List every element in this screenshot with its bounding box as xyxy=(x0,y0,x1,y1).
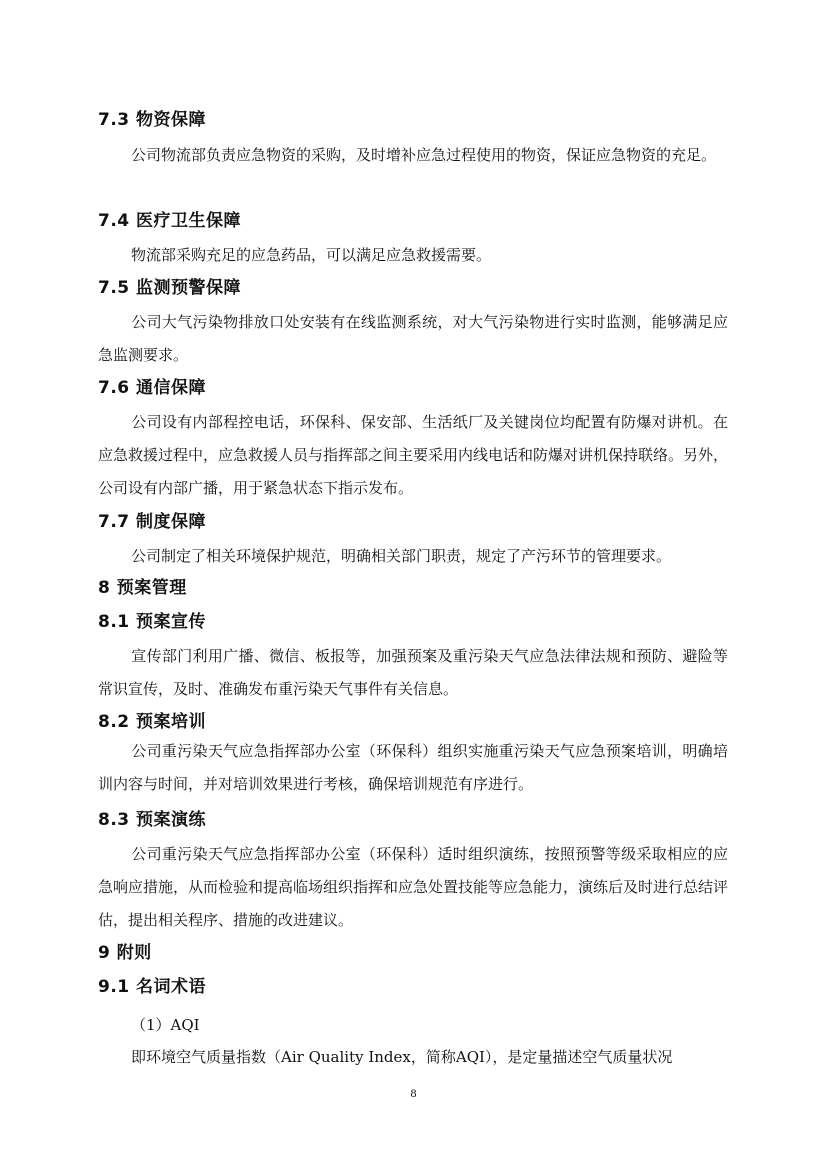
paragraph-8-2-text: 公司重污染天气应急指挥部办公室（环保科）组织实施重污染天气应急预案培训，明确培训内容与时间，并对培训效果进行考核，确保培训规范有序进行。 xyxy=(98,742,728,793)
term-item-aqi: （1）AQI xyxy=(131,1016,200,1034)
paragraph-7-3 xyxy=(98,139,728,172)
heading-7-5: 7.5 监测预警保障 xyxy=(98,278,242,298)
paragraph-8-3-text: 公司重污染天气应急指挥部办公室（环保科）适时组织演练，按照预警等级采取相应的应急响应措施，从而检验和提高临场组织指挥和应急处置技能等应急能力，演练后及时进行总结评估，提出相关程序、措施的改进建议。 xyxy=(98,845,729,929)
paragraph-7-7 xyxy=(98,540,728,573)
page-number: 8 xyxy=(410,1086,417,1100)
paragraph-7-4-text: 物流部采购充足的应急药品，可以满足应急救援需要。 xyxy=(131,246,492,264)
paragraph-8-3 xyxy=(98,838,728,937)
heading-8-2: 8.2 预案培训 xyxy=(98,712,207,732)
heading-9: 9 附则 xyxy=(98,943,152,963)
paragraph-7-6 xyxy=(98,406,728,505)
paragraph-7-5 xyxy=(98,306,728,372)
heading-8-3: 8.3 预案演练 xyxy=(98,810,207,830)
paragraph-8-2 xyxy=(98,735,728,801)
heading-9-1: 9.1 名词术语 xyxy=(98,977,207,997)
heading-8: 8 预案管理 xyxy=(98,578,187,598)
heading-7-4: 7.4 医疗卫生保障 xyxy=(98,211,242,231)
paragraph-7-7-text: 公司制定了相关环境保护规范，明确相关部门职责，规定了产污环节的管理要求。 xyxy=(131,547,672,565)
paragraph-7-5-text: 公司大气污染物排放口处安装有在线监测系统，对大气污染物进行实时监测，能够满足应急监测要求。 xyxy=(98,313,728,364)
heading-7-3: 7.3 物资保障 xyxy=(98,110,207,130)
paragraph-8-1-text: 宣传部门利用广播、微信、板报等，加强预案及重污染天气应急法律法规和预防、避险等常识宣传，及时、准确发布重污染天气事件有关信息。 xyxy=(98,647,728,698)
paragraph-7-3-text: 公司物流部负责应急物资的采购，及时增补应急过程使用的物资，保证应急物资的充足。 xyxy=(131,146,717,164)
paragraph-7-4 xyxy=(98,239,728,272)
paragraph-9-1-text: 即环境空气质量指数（Air Quality Index，简称AQI），是定量描述空气质量状况 xyxy=(131,1048,673,1066)
paragraph-7-6-text: 公司设有内部程控电话，环保科、保安部、生活纸厂及关键岗位均配置有防爆对讲机。在应急救援过程中，应急救援人员与指挥部之间主要采用内线电话和防爆对讲机保持联络。另外，公司设有内部广播，用于紧急状态下指示发布。 xyxy=(98,413,729,497)
heading-8-1: 8.1 预案宣传 xyxy=(98,612,207,632)
heading-7-6: 7.6 通信保障 xyxy=(98,378,207,398)
paragraph-8-1 xyxy=(98,640,728,706)
heading-7-7: 7.7 制度保障 xyxy=(98,512,207,532)
